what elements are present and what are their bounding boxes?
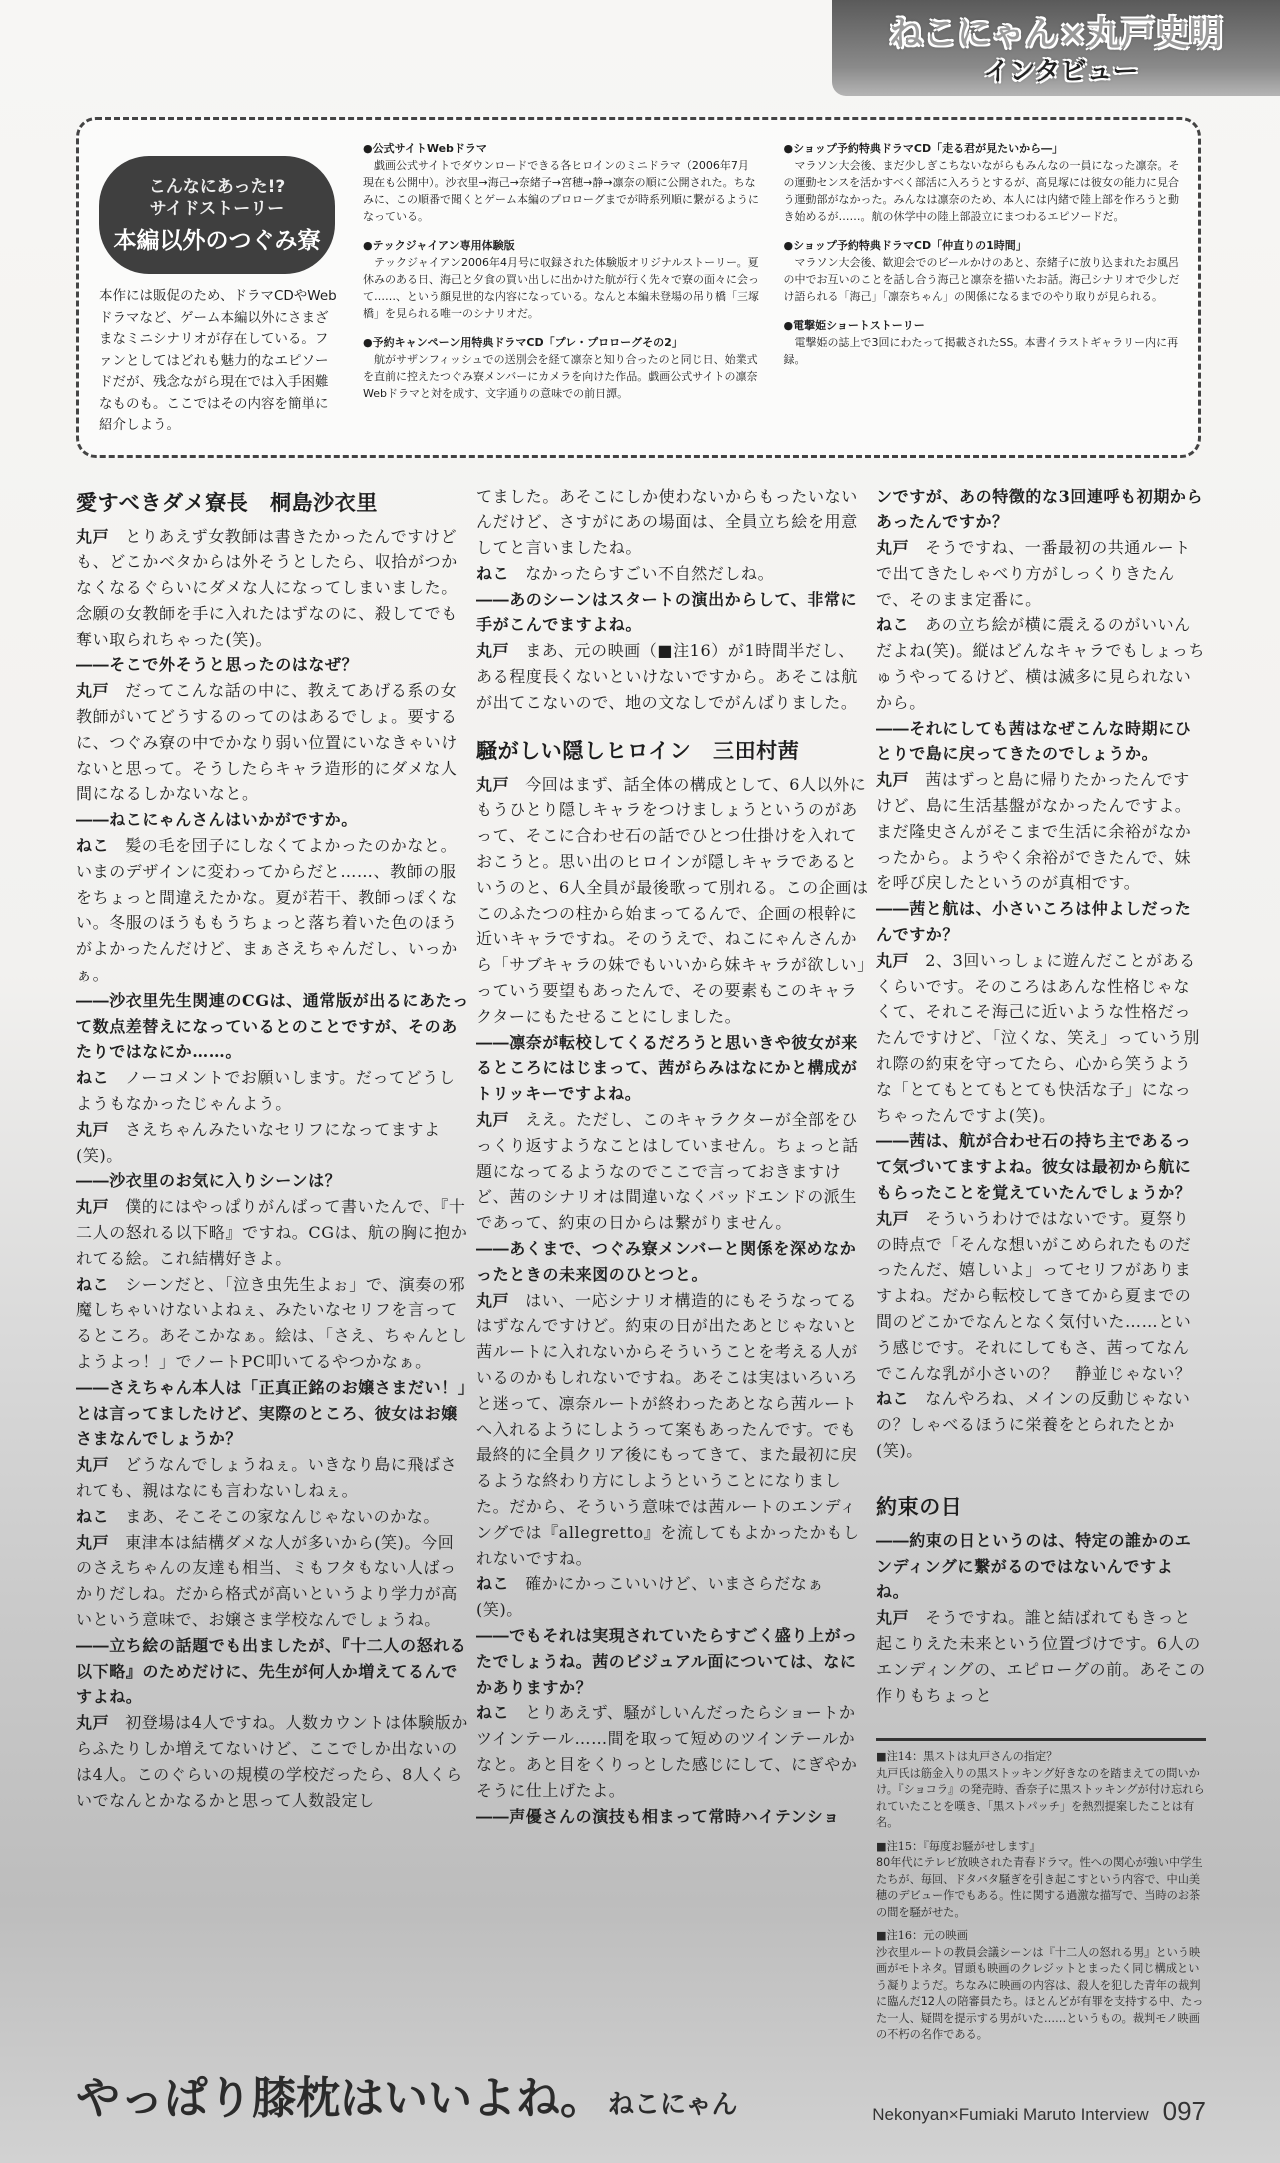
footer-label: Nekonyan×Fumiaki Maruto Interview — [872, 2104, 1149, 2124]
side-story-title-pill — [99, 156, 335, 274]
side-story-item — [784, 237, 1181, 305]
footnote-title: ■注15：『毎度お騒がせします』 — [876, 1839, 1041, 1853]
speaker-name: 丸戸 — [476, 641, 510, 661]
speaker-name: 丸戸 — [876, 1608, 910, 1628]
footnote-title: ■注14：黒ストは丸戸さんの指定？ — [876, 1750, 1058, 1764]
answer-paragraph — [476, 561, 870, 587]
answer-paragraph — [876, 1605, 1206, 1708]
answer-text: 今回はまず、話全体の構成として、6人以外にもうひとり隠しキャラをつけましょうというのがあって、そこに合わせ石の話でひとつ仕掛けを入れておこうと。思い出のヒロインが隠しキャラであるというのと、6人全員が最後歌って別れる。この企画はこのふたつの柱から始まってるんで、企画の根幹に近いキャラですね。そのうえで、ねこにゃんさんから「サブキャラの妹でもいいから妹キャラが欲しい」っていう要望もあったんで、その要素もこのキャラクターにもたせることにしました。 — [476, 774, 869, 1026]
speaker-name: 丸戸 — [76, 1119, 110, 1139]
answer-text: 2、3回いっしょに遊んだことがあるくらいです。そのころはあんな性格じゃなくて、それこそ海己に近いような性格だったんですけど、「泣くな、笑え」っていう別れ際の約束を守ってたら、心から笑うような「とてもとてもとても快活な子」になっちゃったんですよ(笑)。 — [876, 950, 1201, 1125]
side-story-item — [784, 140, 1181, 225]
pull-quote — [76, 2071, 737, 2133]
pull-quote-text: やっぱり膝枕はいいよね。 — [76, 2072, 604, 2124]
footnote — [876, 1928, 1206, 2044]
footnote-body: 80年代にテレビ放映された青春ドラマ。性への関心が強い中学生たちが、毎回、ドタバタ騒ぎを引き起こすという内容で、中山美穂のデビュー作でもある。性に関する過激な描写で、当時のお茶の間を騒がせた。 — [876, 1856, 1203, 1919]
interviewer-question: ――あくまで、つぐみ寮メンバーと関係を深めなかったときの未来図のひとつと。 — [476, 1239, 857, 1284]
article-column-2 — [476, 484, 870, 2051]
interviewer-question: ――立ち絵の話題でも出ましたが、『十二人の怒れる以下略』のためだけに、先生が何人か増えてるんですよね。 — [76, 1635, 467, 1707]
answer-paragraph — [76, 1710, 470, 1813]
answer-continued: てました。あそこにしか使わないからもったいないんだけど、さすがにあの場面は、全員立ち絵を用意してと言いましたね。 — [476, 486, 858, 558]
answer-text: シーンだと、「泣き虫先生よぉ」で、演奏の邪魔しちゃいけないよねぇ、みたいなセリフを言ってるところ。あそこかなぁ。絵は、「さえ、ちゃんとしようよっ！」でノートPC叩いてるやつかなぁ。 — [76, 1274, 468, 1371]
speaker-name: 丸戸 — [476, 1290, 510, 1310]
interviewer-question: ――さえちゃん本人は「正真正銘のお嬢さまだい！」とは言ってましたけど、実際のところ、彼女はお嬢さまなんでしょうか？ — [76, 1377, 467, 1449]
interviewer-question: ――茜は、航が合わせ石の持ち主であるって気づいてますよね。彼女は最初から航にもらったことを覚えていたんでしょうか？ — [876, 1131, 1192, 1203]
answer-text: ええ。ただし、このキャラクターが全部をひっくり返すようなことはしていません。ちょっと話題になってるようなのでここで言っておきますけど、茜のシナリオは間違いなくバッドエンドの派生であって、約束の日からは繋がりません。 — [476, 1110, 859, 1233]
interviewer-question: ――沙衣里のお気に入りシーンは？ — [76, 1171, 342, 1191]
answer-text: 髪の毛を団子にしなくてよかったのかなと。いまのデザインに変わってからだと……、教師の服をちょっと間違えたかな。夏が若干、教師っぽくない。冬服のほうももうちょっと落ち着いた色のほうがよかったんだけど、まぁさえちゃんだし、いっかぁ。 — [76, 836, 458, 985]
side-story-items-left — [363, 140, 760, 437]
answer-paragraph — [76, 1272, 470, 1375]
interviewer-question: ――茜と航は、小さいころは仲よしだったんですか？ — [876, 899, 1192, 945]
answer-paragraph — [876, 948, 1206, 1129]
speaker-name: 丸戸 — [876, 1208, 910, 1228]
speaker-name: 丸戸 — [76, 1713, 110, 1733]
answer-paragraph — [476, 1700, 870, 1803]
answer-text: とりあえず女教師は書きたかったんですけども、どこかベタからは外そうとしたら、収拾がつかなくなるぐらいにダメな人になってしまいました。念願の女教師を手に入れたはずなのに、殺してでも奪い取られちゃった(笑)。 — [76, 526, 458, 649]
speaker-name: 丸戸 — [76, 1532, 110, 1552]
footnote-body: 沙衣里ルートの教員会議シーンは『十二人の怒れる男』という映画がモトネタ。冒頭も映画のクレジットとまったく同じ構成という凝りようだ。ちなみに映画の内容は、殺人を犯した青年の裁判に臨んだ12人の陪審員たち。ほとんどが有罪を支持する中、たった一人、疑問を提示する男がいた……というもの。裁判モノ映画の不朽の名作である。 — [876, 1945, 1204, 2042]
side-story-box — [76, 117, 1201, 458]
answer-text: なかったらすごい不自然だしね。 — [525, 563, 775, 583]
footnote-divider — [876, 1738, 1206, 1741]
answer-paragraph — [76, 833, 470, 988]
answer-paragraph — [76, 1117, 470, 1169]
footnote-body: 丸戸氏は筋金入りの黒ストッキング好きなのを踏まえての問いかけ。『ショコラ』の発売時、香奈子に黒ストッキングが付け忘れられていたことを嘆き、「黒ストパッチ」を熱烈提案したことは有名。 — [876, 1766, 1205, 1830]
answer-paragraph — [876, 1386, 1206, 1463]
side-story-item — [363, 140, 760, 225]
interviewer-question: ――でもそれは実現されていたらすごく盛り上がったでしょうね。茜のビジュアル面については、なにかありますか？ — [476, 1625, 858, 1697]
interviewer-question: ――声優さんの演技も相まって常時ハイテンショ — [476, 1806, 840, 1826]
item-title: ●予約キャンペーン用特典ドラマCD「プレ・プロローグその2」 — [363, 336, 683, 349]
speaker-name: 丸戸 — [876, 538, 910, 558]
item-body: 航がサザンフィッシュでの送別会を経て凛奈と知り合ったのと同じ日、始業式を直前に控えたつぐみ寮メンバーにカメラを向けた作品。戯画公式サイトの凛奈Webドラマと対を成す、文字通りの意味での前日譚。 — [363, 353, 758, 400]
section-heading: 騒がしい隠しヒロイン 三田村茜 — [476, 738, 800, 763]
answer-text: だってこんな話の中に、教えてあげる系の女教師がいてどうするのってのはあるでしょ。要するに、つぐみ寮の中でかなり弱い位置にいなきゃいけないと思って。そうしたらキャラ造形的にダメな人間になるしかないなと。 — [76, 681, 458, 804]
answer-paragraph — [476, 772, 870, 1030]
side-story-lead — [99, 140, 339, 437]
answer-paragraph — [76, 1530, 470, 1633]
answer-text: 初登場は4人ですね。人数カウントは体験版からふたりしか増えてないけど、ここでしか出ないのは4人。このぐらいの規模の学校だったら、8人くらいでなんとかなるかと思って人数設定し — [76, 1713, 468, 1810]
interviewer-question: ――沙衣里先生関連のCGは、通常版が出るにあたって数点差替えになっているとのことですが、そのあたりではなにか……。 — [76, 990, 469, 1062]
item-body: 戯画公式サイトでダウンロードできる各ヒロインのミニドラマ（2006年7月現在も公開中）。沙衣里→海己→奈緒子→宮穂→静→凛奈の順に公開された。ちなみに、この順番で聞くとゲーム本編のプロローグまでが時系列順に繋がるようになっている。 — [363, 159, 759, 223]
speaker-name: ねこ — [76, 1274, 110, 1294]
answer-text: あの立ち絵が横に震えるのがいいんだよね(笑)。縦はどんなキャラでもしょっちゅうやってるけど、横は滅多に見られないから。 — [876, 615, 1206, 712]
speaker-name: 丸戸 — [876, 770, 910, 790]
answer-text: なんやろね、メインの反動じゃないの？しゃべるほうに栄養をとられたとか(笑)。 — [876, 1389, 1191, 1460]
answer-paragraph — [76, 1065, 470, 1117]
interviewer-question: ンですが、あの特徴的な3回連呼も初期からあったんですか？ — [876, 486, 1204, 532]
answer-text: とりあえず、騒がしいんだったらショートかツインテール……間を取って短めのツインテールかなと。あと目をくりっとした感じにして、にぎやかそうに仕上げたよ。 — [476, 1703, 858, 1800]
article-column-3-text — [876, 484, 1206, 1709]
speaker-name: ねこ — [76, 836, 110, 856]
speaker-name: 丸戸 — [76, 681, 110, 701]
answer-text: そうですね。誰と結ばれてもきっと起こりえた未来という位置づけです。6人のエンディングの、エピローグの前。あそこの作りもちょっと — [876, 1608, 1206, 1705]
speaker-name: 丸戸 — [76, 526, 110, 546]
answer-paragraph — [876, 767, 1206, 896]
answer-paragraph — [876, 612, 1206, 715]
interviewer-question: ――約束の日というのは、特定の誰かのエンディングに繋がるのではないんですよね。 — [876, 1530, 1192, 1602]
pill-line-3: 本編以外のつぐみ寮 — [113, 228, 321, 254]
side-story-item — [363, 237, 760, 322]
answer-text: 僕的にはやっぱりがんばって書いたんで、『十二人の怒れる以下略』ですね。CGは、航の胸に抱かれてる絵。これ結構好きよ。 — [76, 1197, 468, 1268]
answer-paragraph — [76, 1452, 470, 1504]
answer-paragraph — [76, 1504, 470, 1530]
interviewer-question: ――ねこにゃんさんはいかがですか。 — [76, 810, 358, 830]
answer-text: まあ、そこそこの家なんじゃないのかな。 — [125, 1506, 440, 1526]
answer-text: ノーコメントでお願いします。だってどうしようもなかったじゃんよう。 — [76, 1068, 456, 1114]
page-bottom — [76, 2071, 1206, 2133]
article-column-1 — [76, 484, 470, 2051]
item-body: テックジャイアン2006年4月号に収録された体験版オリジナルストーリー。夏休みのある日、海己と夕食の買い出しに出かけた航が行く先々で寮の面々に会って……、という顔見世的な内容になっている。なんと本編未登場の吊り橋「三塚橋」を見られる唯一のシナリオだ。 — [363, 256, 759, 320]
answer-paragraph — [476, 1288, 870, 1572]
answer-text: 東津本は結構ダメな人が多いから(笑)。今回のさえちゃんの友達も相当、ミもフタもない人ばっかりだしね。だから格式が高いというより学力が高いという意味で、お嬢さま学校なんでしょうね。 — [76, 1532, 458, 1629]
answer-text: そうですね、一番最初の共通ルートで出てきたしゃべり方がしっくりきたんで、そのまま定番に。 — [876, 538, 1191, 609]
speaker-name: ねこ — [76, 1506, 110, 1526]
interviewer-question: ――そこで外そうと思ったのはなぜ？ — [76, 655, 359, 675]
speaker-name: ねこ — [876, 1389, 910, 1409]
item-body: マラソン大会後、歓迎会でのビールかけのあと、奈緒子に放り込まれたお風呂の中でお互いのことを話し合う海己と凛奈を描いたお話。海己シナリオで少しだけ語られる「海己」「凛奈ちゃん」の関係になるまでのやり取りが見られる。 — [783, 256, 1180, 303]
speaker-name: ねこ — [476, 1574, 510, 1594]
pull-quote-author: ねこにゃん — [608, 2089, 738, 2120]
item-title: ●電撃姫ショートストーリー — [783, 319, 925, 332]
footnote-title: ■注16：元の映画 — [876, 1929, 968, 1943]
item-title: ●公式サイトWebドラマ — [363, 142, 487, 155]
section-heading: 約束の日 — [876, 1494, 963, 1519]
answer-paragraph — [876, 535, 1206, 612]
speaker-name: 丸戸 — [76, 1197, 110, 1217]
pill-line-1: こんなにあった!? — [148, 177, 286, 197]
footnote — [876, 1839, 1206, 1922]
answer-text: 確かにかっこいいけど、いまさらだなぁ(笑)。 — [476, 1574, 825, 1620]
answer-text: どうなんでしょうねぇ。いきなり島に飛ばされても、親はなにも言わないしねぇ。 — [76, 1455, 458, 1500]
item-body: 電撃姫の誌上で3回にわたって掲載されたSS。本書イラストギャラリー内に再録。 — [783, 336, 1179, 366]
answer-paragraph — [876, 1206, 1206, 1387]
page-footer — [872, 2096, 1206, 2133]
answer-paragraph — [76, 1194, 470, 1271]
answer-text: はい、一応シナリオ構造的にもそうなってるはずなんですけど。約束の日が出たあとじゃないと茜ルートに入れないからそういうことを考える人がいるのかもしれないですね。あそこは実はいろいろと迷って、凛奈ルートが終わったあとなら茜ルートへ入れるようにしようって案もあったんです。でも最終的に全員クリア後にもってきて、また最初に戻るような終わり方にしようということになりました。だから、そういう意味では茜ルートのエンディングでは『allegretto』を流してもよかったかもしれないですね。 — [476, 1290, 860, 1568]
answer-text: 茜はずっと島に帰りたかったんですけど、島に生活基盤がなかったんですよ。まだ隆史さんがそこまで生活に余裕がなかったから。ようやく余裕ができたんで、妹を呼び戻したというのが真相です。 — [876, 770, 1192, 893]
speaker-name: 丸戸 — [76, 1455, 110, 1475]
item-body: マラソン大会後、まだ少しぎこちないながらもみんなの一員になった凛奈。その運動センスを活かすべく部活に入ろうとするが、高見塚には彼女の能力に見合う運動部がなかった。みんなは凛奈のため、本人には内緒で陸上部を作ろうと動き始めるが……。航の休学中の陸上部設立にまつわるエピソードだ。 — [783, 159, 1180, 223]
item-title: ●テックジャイアン専用体験版 — [363, 239, 515, 252]
section-heading: 愛すべきダメ寮長 桐島沙衣里 — [76, 490, 378, 515]
pill-line-2: サイドストーリー — [149, 199, 285, 219]
speaker-name: 丸戸 — [876, 950, 910, 970]
article-column-3 — [876, 484, 1206, 2051]
answer-paragraph — [76, 678, 470, 807]
side-story-item — [784, 317, 1181, 368]
page-number: 097 — [1162, 2095, 1206, 2126]
speaker-name: ねこ — [476, 1703, 510, 1723]
answer-paragraph — [76, 524, 470, 653]
article-body — [76, 484, 1206, 2051]
answer-text: さえちゃんみたいなセリフになってますよ(笑)。 — [76, 1119, 441, 1165]
side-story-intro: 本作には販促のため、ドラマCDやWebドラマなど、ゲーム本編以外にさまざまなミニシナリオが存在している。ファンとしてはどれも魅力的なエピソードだが、残念ながら現在では入手困難なものも。ここではその内容を簡単に紹介しよう。 — [99, 288, 337, 433]
answer-text: まあ、元の映画（■注16）が1時間半だし、ある程度長くないといけないですから。あそこは航が出てこないので、地の文なしでがんばりました。 — [476, 641, 858, 712]
item-title: ●ショップ予約特典ドラマCD「走る君が見たいから―」 — [783, 142, 1064, 155]
speaker-name: ねこ — [476, 563, 510, 583]
footnote — [876, 1749, 1206, 1832]
speaker-name: 丸戸 — [476, 1110, 510, 1130]
item-title: ●ショップ予約特典ドラマCD「仲直りの1時間」 — [783, 239, 1027, 252]
interviewer-question: ――それにしても茜はなぜこんな時期にひとりで島に戻ってきたのでしょうか。 — [876, 718, 1192, 764]
banner-title: ねこにゃん×丸戸史明 — [889, 14, 1223, 54]
speaker-name: 丸戸 — [476, 774, 510, 794]
side-story-item — [363, 334, 760, 402]
answer-paragraph — [476, 638, 870, 715]
speaker-name: ねこ — [76, 1068, 110, 1088]
answer-paragraph — [476, 1107, 870, 1236]
interviewer-question: ――あのシーンはスタートの演出からして、非常に手がこんでますよね。 — [476, 589, 858, 635]
interviewer-question: ――凛奈が転校してくるだろうと思いきや彼女が来るところにはじまって、茜がらみはなにかと構成がトリッキーですよね。 — [476, 1032, 858, 1104]
banner-subtitle: インタビュー — [983, 57, 1139, 87]
answer-paragraph — [476, 1571, 870, 1623]
side-story-items-right — [784, 140, 1181, 437]
footnotes — [876, 1749, 1206, 2044]
speaker-name: ねこ — [876, 615, 910, 635]
answer-text: そういうわけではないです。夏祭りの時点で「そんな想いがこめられたものだったんだ、嬉しいよ」ってセリフがありますよね。だから転校してきてから夏までの間のどこかでなんとなく気付いた……という感じです。それにしてもさ、茜ってなんでこんな乳が小さいの？ 静並じゃない？ — [876, 1208, 1192, 1383]
